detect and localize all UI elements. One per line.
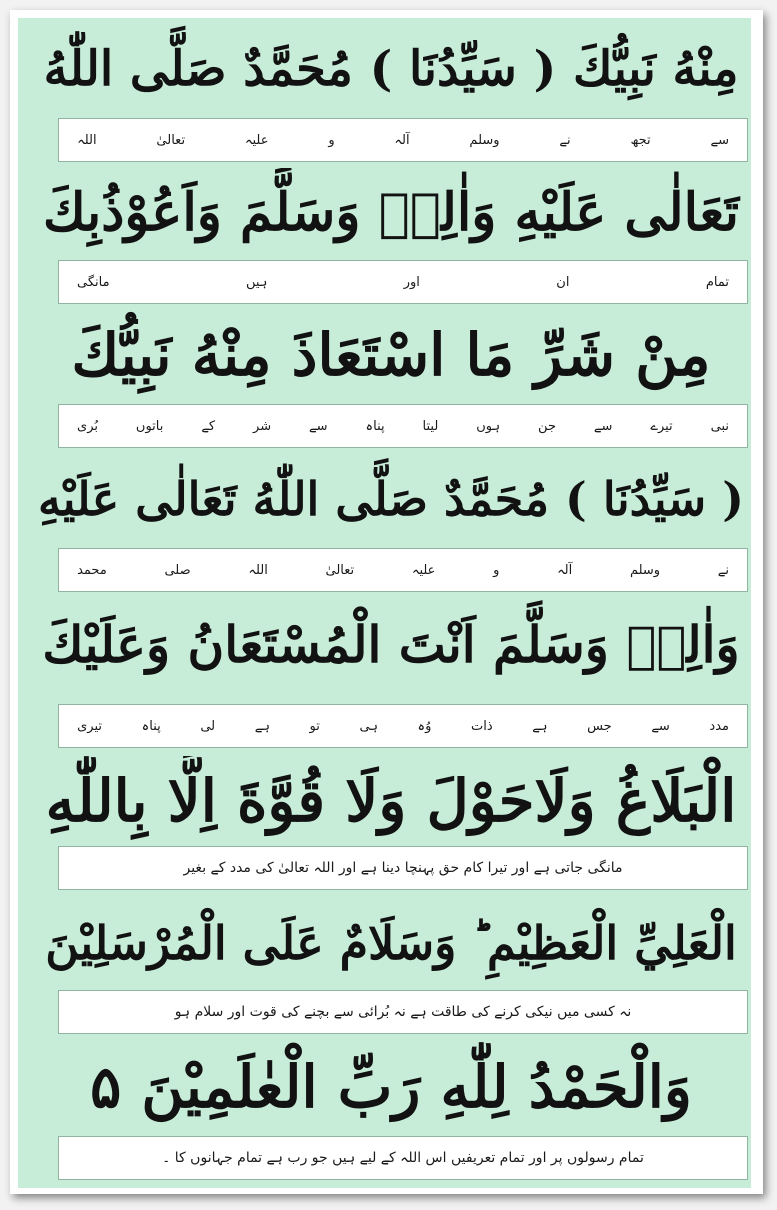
word: و xyxy=(493,562,500,578)
word: تیرے xyxy=(650,418,673,434)
translation-line-6: مانگی جاتی ہے اور تیرا کام حق پہنچا دینا ہے اور اللہ تعالیٰ کی مدد کے بغیر xyxy=(58,846,748,890)
word: مانگی xyxy=(77,274,110,290)
word: لیتا xyxy=(422,418,439,434)
translation-line-7: نہ کسی میں نیکی کرنے کی طاقت ہے نہ بُرائی سے بچنے کی قوت اور سلام ہو xyxy=(58,990,748,1034)
word: سے xyxy=(309,418,328,434)
arabic-line-5: وَاٰلِهٖ وَسَلَّمَ اَنْتَ الْمُسْتَعَانُ وَعَلَيْكَ xyxy=(42,615,740,674)
word: ہی xyxy=(359,718,378,734)
word: پناہ xyxy=(365,418,385,434)
translation-line-4 xyxy=(58,548,748,592)
word: لی xyxy=(200,718,216,734)
translation-line-2 xyxy=(58,260,748,304)
word: کے xyxy=(201,418,216,434)
word: علیہ xyxy=(244,132,269,148)
word: محمد xyxy=(77,562,107,578)
word: وُہ xyxy=(417,718,432,734)
arabic-line-2: تَعَالٰى عَلَيْهِ وَاٰلِهٖ وَسَلَّمَ وَاَعُوْذُبِكَ xyxy=(42,182,740,243)
word: ان xyxy=(556,274,570,290)
word: اللہ xyxy=(77,132,97,148)
word: و xyxy=(328,132,335,148)
arabic-line-7: الْعَلِيِّ الْعَظِيْمِ ؕ وَسَلَامٌ عَلَى الْمُرْسَلِيْنَ xyxy=(45,916,737,970)
arabic-line-6: الْبَلَاغُ وَلَاحَوْلَ وَلَا قُوَّةَ اِلَّا بِاللّٰهِ xyxy=(45,767,737,835)
word: باتوں xyxy=(135,418,164,434)
word: ہیں xyxy=(245,274,268,290)
word: بُری xyxy=(77,418,98,434)
arabic-line-4: ( سَيِّدُنَا ) مُحَمَّدٌ صَلَّى اللّٰهُ تَعَالٰى عَلَيْهِ xyxy=(38,472,744,526)
word: وسلم xyxy=(629,562,661,578)
word: علیہ xyxy=(411,562,436,578)
word: جن xyxy=(538,418,556,434)
word: مدد xyxy=(709,718,729,734)
word: پناہ xyxy=(141,718,161,734)
arabic-line-8: وَالْحَمْدُ لِلّٰهِ رَبِّ الْعٰلَمِيْنَ ۵ xyxy=(90,1053,692,1121)
prayer-page xyxy=(18,18,751,1188)
word: تعالیٰ xyxy=(156,132,186,148)
word: نے xyxy=(559,132,571,148)
translation-line-8: تمام رسولوں پر اور تمام تعریفیں اس اللہ کے لیے ہیں جو رب ہے تمام جہانوں کا ۔ xyxy=(58,1136,748,1180)
word: شر xyxy=(253,418,272,434)
translation-line-5 xyxy=(58,704,748,748)
word: آلہ xyxy=(394,132,410,148)
word: اور xyxy=(403,274,420,290)
word: تو xyxy=(309,718,320,734)
translation-line-1 xyxy=(58,118,748,162)
word: آلہ xyxy=(557,562,573,578)
word: ہے xyxy=(532,718,548,734)
word: نے xyxy=(717,562,729,578)
word: اللہ xyxy=(248,562,268,578)
word: تجھ xyxy=(630,132,651,148)
arabic-line-1: مِنْهُ نَبِيُّكَ ( سَيِّدُنَا ) مُحَمَّدٌ صَلَّى اللّٰهُ xyxy=(43,41,739,97)
word: سے xyxy=(593,418,613,434)
word: سے xyxy=(710,132,729,148)
word: تعالیٰ xyxy=(325,562,355,578)
word: ہوں xyxy=(476,418,501,434)
word: وسلم xyxy=(469,132,500,148)
word: نبی xyxy=(710,418,729,434)
word: ہے xyxy=(254,718,270,734)
word: ذات xyxy=(471,718,493,734)
word: جس xyxy=(587,718,612,734)
word: صلی xyxy=(164,562,191,578)
translation-line-3 xyxy=(58,404,748,448)
word: سے xyxy=(651,718,670,734)
word: تیری xyxy=(77,718,103,734)
word: تمام xyxy=(705,274,729,290)
arabic-line-3: مِنْ شَرِّ مَا اسْتَعَاذَ مِنْهُ نَبِيُّكَ xyxy=(71,321,711,389)
